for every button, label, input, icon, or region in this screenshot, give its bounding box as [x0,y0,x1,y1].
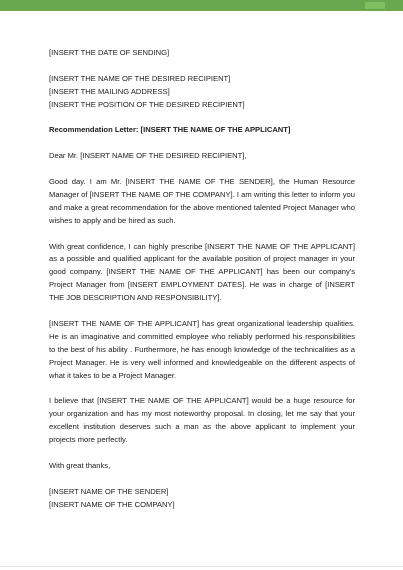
header-accent-bar [0,0,403,11]
paragraph-recommendation: With great confidence, I can highly prescribe [INSERT THE NAME OF THE APPLICANT] as a possible and qualified applicant for the available position of project manager in your good company. [INSERT THE NAME OF THE APPLICANT] has been our company's Project Manager from [INSERT EMPLOYMENT DATES]. He was in charge of [INSERT THE JOB DESCRIPTION AND RESPONSIBILITY]. [49,241,355,303]
recipient-name: [INSERT THE NAME OF THE DESIRED RECIPIENT] [49,73,231,83]
page-bottom-divider [0,566,403,567]
recipient-position: [INSERT THE POSITION OF THE DESIRED RECIPIENT] [49,99,245,109]
letter-body [49,47,355,524]
letter-date: [INSERT THE DATE OF SENDING] [49,48,170,57]
recipient-block [49,73,355,112]
signature-company: [INSERT NAME OF THE COMPANY] [49,499,175,509]
header-tab [365,2,385,9]
signature-sender: [INSERT NAME OF THE SENDER] [49,486,169,496]
letter-subject: Recommendation Letter: [INSERT THE NAME OF THE APPLICANT] [49,125,291,135]
recipient-address: [INSERT THE MAILING ADDRESS] [49,86,170,96]
paragraph-introduction: Good day. I am Mr. [INSERT THE NAME OF THE SENDER], the Human Resource Manager of [INSERT THE NAME OF THE COMPANY]. I am writing this letter to inform you and make a great recommendation for the above mentioned talented Project Manager who wishes to apply and be hired as such. [49,177,355,225]
letter-closing: With great thanks, [49,460,111,470]
paragraph-conclusion: I believe that [INSERT THE NAME OF THE APPLICANT] would be a huge resource for your organization and has my most noteworthy proposal. In closing, let me say that your excellent institution deserves such a man as the above applicant to implement your projects more perfectly. [49,396,355,445]
paragraph-qualities: [INSERT THE NAME OF THE APPLICANT] has great organizational leadership qualities. He is an imaginative and committed employee who reliably performed his responsibilities to the best of his ability . Furthermore, he has enough knowledge of the technicalities as a Project Manager. He is very well informed and knowledgeable on the different aspects of what it takes to be a Project Manager. [49,318,355,380]
letter-salutation: Dear Mr. [INSERT NAME OF THE DESIRED RECIPIENT], [49,151,247,161]
signature-block [49,486,355,512]
